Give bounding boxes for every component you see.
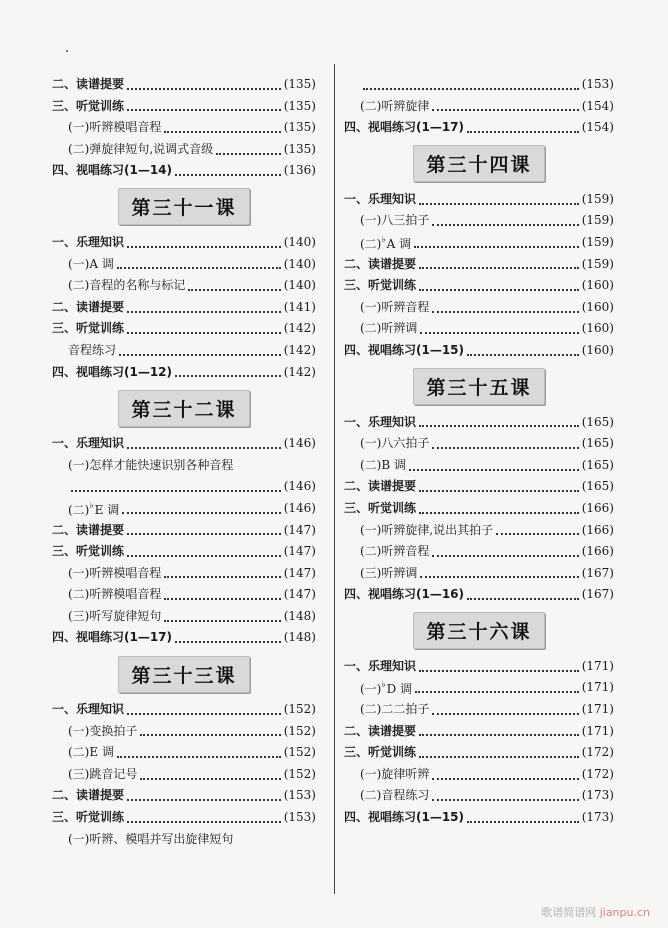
flat-sign-icon: ♭: [89, 500, 94, 511]
entry-prefix: (二): [360, 236, 382, 251]
entry-label: (三)听写旋律短句: [68, 608, 162, 623]
toc-entry[interactable]: [344, 699, 614, 721]
leader-dots: [164, 598, 280, 600]
leader-dots: [432, 109, 578, 111]
toc-entry[interactable]: [344, 232, 614, 254]
entry-label: (一)A 调: [68, 256, 114, 271]
entry-label: (二)E 调: [68, 745, 114, 760]
toc-entry[interactable]: [344, 210, 614, 232]
lesson-header: [52, 649, 316, 699]
page-number: (160): [581, 299, 614, 314]
entry-label: 四、视唱练习(1—12): [52, 364, 173, 379]
entry-label: 二、读谱提要: [344, 723, 417, 738]
entry-label: 二、读谱提要: [52, 299, 125, 314]
entry-label: 三、听觉训练: [344, 745, 417, 760]
leader-dots: [175, 174, 281, 176]
page-number: (142): [283, 321, 316, 336]
page-number: (160): [581, 342, 614, 357]
entry-label: 三、听觉训练: [52, 544, 125, 559]
entry-label: 三、听觉训练: [344, 500, 417, 515]
lesson-title: 第三十六课: [413, 612, 544, 649]
toc-entry[interactable]: [344, 254, 614, 276]
entry-label: 三、听觉训练: [52, 810, 125, 825]
page-number: (153): [283, 788, 316, 803]
entry-label: (二)听辨模唱音程: [68, 587, 162, 602]
toc-entry[interactable]: [344, 318, 614, 340]
page-number: (171): [581, 658, 614, 673]
leader-dots: [420, 332, 578, 334]
toc-entry[interactable]: [344, 189, 614, 211]
entry-label: 四、视唱练习(1—15): [344, 342, 465, 357]
entry-label: 四、视唱练习(1—17): [344, 120, 465, 135]
leader-dots: [127, 713, 281, 715]
toc-entry[interactable]: [344, 764, 614, 786]
leader-dots: [419, 289, 579, 291]
entry-label: (一)旋律听辨: [360, 766, 430, 781]
leader-dots: [419, 267, 579, 269]
toc-entry[interactable]: [344, 96, 614, 118]
entry-label: (一)怎样才能快速识别各种音程: [68, 457, 234, 472]
column-divider: [334, 64, 335, 894]
page-number: (146): [283, 479, 316, 494]
toc-entry[interactable]: [52, 829, 316, 851]
entry-label: (一)听辨音程: [360, 299, 430, 314]
page-number: (135): [283, 141, 316, 156]
entry-key-name: D 调: [386, 682, 413, 697]
leader-dots: [188, 289, 280, 291]
entry-label: [344, 230, 411, 256]
leader-dots: [140, 778, 280, 780]
entry-label: (二)弹旋律短句,说调式音级: [68, 141, 214, 156]
leader-dots: [164, 620, 280, 622]
entry-label: 三、听觉训练: [344, 278, 417, 293]
page-number: (136): [283, 163, 316, 178]
toc-entry[interactable]: [344, 656, 614, 678]
leader-dots: [432, 713, 578, 715]
entry-label: (二)二二拍子: [360, 702, 430, 717]
toc-entry[interactable]: [52, 117, 316, 139]
entry-label: 四、视唱练习(1—15): [344, 810, 465, 825]
leader-dots: [127, 799, 281, 801]
toc-right-column: [344, 74, 614, 829]
page-number: (147): [283, 544, 316, 559]
page-number: (167): [581, 565, 614, 580]
leader-dots: [127, 109, 281, 111]
leader-dots: [419, 512, 579, 514]
entry-label: 二、读谱提要: [344, 256, 417, 271]
page-number: (140): [283, 234, 316, 249]
leader-dots: [432, 778, 578, 780]
toc-entry[interactable]: [344, 677, 614, 699]
page-number: (171): [581, 702, 614, 717]
page-number: (135): [283, 120, 316, 135]
entry-prefix: (二): [68, 502, 90, 517]
leader-dots: [164, 576, 280, 578]
page-number: (160): [581, 321, 614, 336]
entry-label: 四、视唱练习(1—16): [344, 587, 465, 602]
page-number: (165): [581, 414, 614, 429]
page-number: (166): [581, 522, 614, 537]
entry-prefix: (一): [360, 682, 382, 697]
leader-dots: [127, 311, 281, 313]
page-number: (146): [283, 500, 316, 515]
leader-dots: [127, 533, 281, 535]
leader-dots: [127, 821, 281, 823]
lesson-title: 第三十四课: [413, 145, 544, 182]
toc-entry[interactable]: [52, 584, 316, 606]
leader-dots: [419, 203, 579, 205]
leader-dots: [432, 311, 578, 313]
toc-entry[interactable]: [52, 498, 316, 520]
page-number: (152): [283, 745, 316, 760]
toc-entry[interactable]: [344, 742, 614, 764]
leader-dots: [117, 267, 281, 269]
toc-entry[interactable]: [52, 318, 316, 340]
scan-speck: [66, 50, 68, 52]
leader-dots: [122, 512, 281, 514]
entry-label: 一、乐理知识: [344, 414, 417, 429]
entry-label: (一)听辨模唱音程: [68, 565, 162, 580]
entry-label: 音程练习: [68, 342, 117, 357]
page-number: (153): [581, 77, 614, 91]
page-number: (172): [581, 745, 614, 760]
entry-label: 四、视唱练习(1—14): [52, 163, 173, 178]
entry-label: [344, 675, 412, 701]
toc-entry[interactable]: [344, 807, 614, 829]
toc-entry[interactable]: [52, 139, 316, 161]
toc-entry[interactable]: [344, 563, 614, 585]
toc-entry[interactable]: [52, 433, 316, 455]
toc-entry[interactable]: [52, 721, 316, 743]
flat-sign-icon: ♭: [381, 680, 386, 691]
lesson-title: 第三十三课: [118, 656, 249, 693]
entry-label: 一、乐理知识: [52, 234, 125, 249]
toc-entry[interactable]: [344, 541, 614, 563]
toc-entry[interactable]: [52, 96, 316, 118]
entry-label: (三)听辨调: [360, 565, 418, 580]
leader-dots: [467, 598, 579, 600]
page-number: (159): [581, 191, 614, 206]
entry-label: 二、读谱提要: [52, 77, 125, 91]
lesson-header: [344, 606, 614, 656]
page-number: (154): [581, 120, 614, 135]
toc-entry[interactable]: [344, 498, 614, 520]
page-number: (152): [283, 766, 316, 781]
entry-label: (二)音程的名称与标记: [68, 278, 186, 293]
entry-key-name: A 调: [386, 236, 412, 251]
page-number: (141): [283, 299, 316, 314]
leader-dots: [127, 88, 281, 90]
entry-label: (一)听辨旋律,说出其拍子: [360, 522, 494, 537]
toc-entry[interactable]: [344, 74, 614, 96]
page-number: (172): [581, 766, 614, 781]
entry-label: 四、视唱练习(1—17): [52, 630, 173, 645]
toc-entry[interactable]: [344, 476, 614, 498]
leader-dots: [175, 375, 281, 377]
watermark-domain: jianpu.cn: [599, 906, 650, 919]
leader-dots: [432, 447, 578, 449]
page-number: (166): [581, 544, 614, 559]
toc-entry[interactable]: [344, 117, 614, 139]
leader-dots: [419, 734, 579, 736]
page-number: (147): [283, 587, 316, 602]
page-number: (159): [581, 234, 614, 249]
leader-dots: [216, 153, 281, 155]
leader-dots: [127, 332, 281, 334]
leader-dots: [164, 131, 280, 133]
entry-key-name: E 调: [94, 502, 120, 517]
toc-entry[interactable]: [52, 476, 316, 498]
watermark-site: 歌谱简谱网: [541, 906, 597, 919]
lesson-header: [344, 139, 614, 189]
entry-label: (一)八六拍子: [360, 436, 430, 451]
entry-label: 一、乐理知识: [344, 658, 417, 673]
page-number: (165): [581, 436, 614, 451]
entry-label: 三、听觉训练: [52, 98, 125, 113]
toc-entry[interactable]: [344, 520, 614, 542]
toc-entry[interactable]: [52, 541, 316, 563]
leader-dots: [415, 691, 579, 693]
toc-entry[interactable]: [344, 340, 614, 362]
lesson-header: [52, 383, 316, 433]
toc-entry[interactable]: [52, 74, 316, 96]
toc-entry[interactable]: [52, 520, 316, 542]
lesson-header: [344, 362, 614, 412]
entry-label: (二)听辨调: [360, 321, 418, 336]
entry-label: 一、乐理知识: [52, 702, 125, 717]
toc-entry[interactable]: [52, 563, 316, 585]
leader-dots: [117, 756, 281, 758]
leader-dots: [432, 224, 578, 226]
toc-left-column: [52, 74, 316, 850]
watermark: [541, 904, 650, 920]
page-number: (148): [283, 608, 316, 623]
page-number: (142): [283, 364, 316, 379]
toc-entry[interactable]: [344, 721, 614, 743]
page-number: (173): [581, 788, 614, 803]
toc-entry[interactable]: [344, 455, 614, 477]
toc-entry[interactable]: [52, 297, 316, 319]
page-number: (142): [283, 342, 316, 357]
leader-dots: [127, 447, 281, 449]
toc-entry[interactable]: [52, 699, 316, 721]
leader-dots: [496, 533, 579, 535]
entry-label: 三、听觉训练: [52, 321, 125, 336]
lesson-title: 第三十五课: [413, 368, 544, 405]
page-number: (165): [581, 479, 614, 494]
lesson-title: 第三十二课: [118, 390, 249, 427]
page-number: (135): [283, 98, 316, 113]
toc-entry[interactable]: [52, 455, 316, 477]
page-number: (153): [283, 810, 316, 825]
entry-label: [52, 496, 119, 522]
toc-entry[interactable]: [344, 297, 614, 319]
entry-label: (一)变换拍子: [68, 723, 138, 738]
toc-entry[interactable]: [344, 584, 614, 606]
toc-entry[interactable]: [344, 275, 614, 297]
page-number: (148): [283, 630, 316, 645]
leader-dots: [467, 131, 579, 133]
page-number: (140): [283, 256, 316, 271]
entry-label: (二)B 调: [360, 457, 406, 472]
leader-dots: [119, 354, 281, 356]
entry-label: (一)听辨、模唱并写出旋律短句: [68, 831, 234, 846]
toc-entry[interactable]: [52, 764, 316, 786]
leader-dots: [419, 490, 579, 492]
toc-entry[interactable]: [52, 340, 316, 362]
toc-entry[interactable]: [52, 160, 316, 182]
leader-dots: [363, 88, 579, 90]
toc-entry[interactable]: [52, 627, 316, 649]
toc-entry[interactable]: [52, 362, 316, 384]
leader-dots: [419, 756, 579, 758]
entry-label: (一)八三拍子: [360, 213, 430, 228]
page-number: (146): [283, 436, 316, 451]
page-number: (154): [581, 98, 614, 113]
toc-entry[interactable]: [52, 606, 316, 628]
toc-entry[interactable]: [52, 254, 316, 276]
entry-label: 一、乐理知识: [52, 436, 125, 451]
lesson-header: [52, 182, 316, 232]
entry-label: 二、读谱提要: [52, 522, 125, 537]
page-number: (171): [581, 723, 614, 738]
toc-entry[interactable]: [344, 785, 614, 807]
page-number: (147): [283, 522, 316, 537]
leader-dots: [419, 425, 579, 427]
leader-dots: [140, 734, 280, 736]
leader-dots: [71, 490, 281, 492]
toc-entry[interactable]: [52, 232, 316, 254]
toc-entry[interactable]: [52, 275, 316, 297]
entry-label: (二)音程练习: [360, 788, 430, 803]
entry-label: 二、读谱提要: [344, 479, 417, 494]
entry-label: (三)跳音记号: [68, 766, 138, 781]
toc-entry[interactable]: [344, 412, 614, 434]
leader-dots: [467, 354, 579, 356]
toc-entry[interactable]: [52, 785, 316, 807]
leader-dots: [432, 799, 578, 801]
lesson-title: 第三十一课: [118, 188, 249, 225]
leader-dots: [420, 576, 578, 578]
entry-label: (二)听辨旋律: [360, 98, 430, 113]
leader-dots: [414, 246, 579, 248]
page-number: (160): [581, 278, 614, 293]
page-number: (135): [283, 77, 316, 91]
page-number: (165): [581, 457, 614, 472]
page-number: (171): [581, 680, 614, 695]
entry-label: 二、读谱提要: [52, 788, 125, 803]
entry-label: 一、乐理知识: [344, 191, 417, 206]
toc-entry[interactable]: [344, 433, 614, 455]
page-number: (147): [283, 565, 316, 580]
toc-entry[interactable]: [52, 807, 316, 829]
page-number: (173): [581, 810, 614, 825]
toc-entry[interactable]: [52, 742, 316, 764]
leader-dots: [467, 821, 579, 823]
leader-dots: [419, 670, 579, 672]
page-number: (166): [581, 500, 614, 515]
page-number: (152): [283, 702, 316, 717]
entry-label: (一)听辨模唱音程: [68, 120, 162, 135]
leader-dots: [127, 246, 281, 248]
page-number: (167): [581, 587, 614, 602]
entry-label: (二)听辨音程: [360, 544, 430, 559]
page-number: (159): [581, 256, 614, 271]
page-number: (140): [283, 278, 316, 293]
page-number: (152): [283, 723, 316, 738]
flat-sign-icon: ♭: [381, 234, 386, 245]
leader-dots: [409, 469, 579, 471]
leader-dots: [175, 641, 281, 643]
leader-dots: [127, 555, 281, 557]
leader-dots: [432, 555, 578, 557]
page-number: (159): [581, 213, 614, 228]
